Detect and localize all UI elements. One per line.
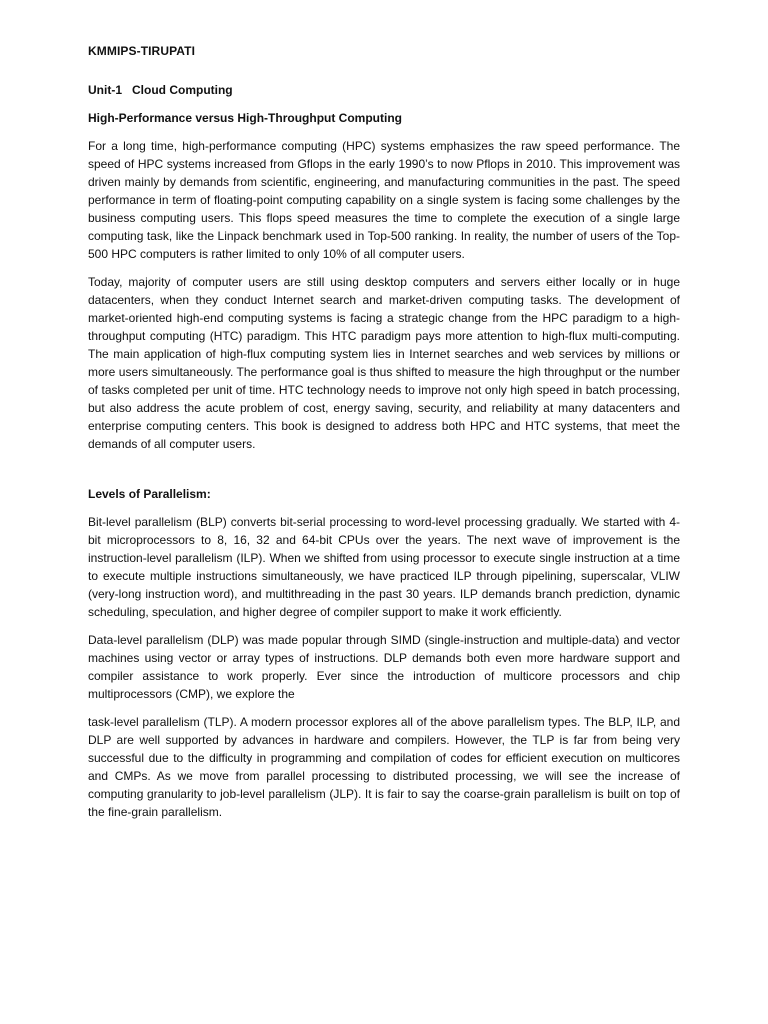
document-header: KMMIPS-TIRUPATI (88, 44, 196, 58)
paragraph-dlp: Data-level parallelism (DLP) was made popular through SIMD (single-instruction and multiple-data) and vector machines using vector or array types of instructions. DLP demands both even more hardware support and compiler assistance to work properly. Ever since the introduction of multicore processors and chip multiprocessors (CMP), we explore the (88, 633, 680, 701)
unit-heading: Unit-1 Cloud Computing (88, 83, 233, 97)
document-body (88, 81, 680, 831)
paragraph-tlp: task-level parallelism (TLP). A modern processor explores all of the above parallelism types. The BLP, ILP, and DLP are well supported by advances in hardware and compilers. However, the TLP is far from being very successful due to the difficulty in programming and compilation of codes for efficient execution on multicores and CMPs. As we move from parallel processing to distributed processing, we will see the increase of computing granularity to job-level parallelism (JLP). It is fair to say the coarse-grain parallelism is built on top of the fine-grain parallelism. (88, 715, 680, 819)
levels-heading: Levels of Parallelism: (88, 487, 211, 501)
paragraph-htc: Today, majority of computer users are still using desktop computers and servers either locally or in huge datacenters, when they conduct Internet search and market-driven computing tasks. The development of market-oriented high-end computing systems is facing a strategic change from the HPC paradigm to a high-throughput computing (HTC) paradigm. This HTC paradigm pays more attention to high-flux multi-computing. The main application of high-flux computing system lies in Internet searches and web services by millions or more users simultaneously. The performance goal is thus shifted to measure the high throughput or the number of tasks completed per unit of time. HTC technology needs to improve not only high speed in batch processing, but also address the acute problem of cost, energy saving, security, and reliability at many datacenters and enterprise computing centers. This book is designed to address both HPC and HTC systems, that meet the demands of all computer users. (88, 275, 680, 451)
section-spacer (88, 463, 680, 485)
paragraph-blp-ilp: Bit-level parallelism (BLP) converts bit-serial processing to word-level processing gradually. We started with 4-bit microprocessors to 8, 16, 32 and 64-bit CPUs over the years. The next wave of improvement is the instruction-level parallelism (ILP). When we shifted from using processor to execute single instruction at a time to execute multiple instructions simultaneously, we have practiced ILP through pipelining, superscalar, VLIW (very-long instruction word), and multithreading in the past 30 years. ILP demands branch prediction, dynamic scheduling, speculation, and higher degree of compiler support to make it work efficiently. (88, 515, 680, 619)
paragraph-hpc: For a long time, high-performance computing (HPC) systems emphasizes the raw speed performance. The speed of HPC systems increased from Gflops in the early 1990’s to now Pflops in 2010. This improvement was driven mainly by demands from scientific, engineering, and manufacturing communities in the past. The speed performance in term of floating-point computing capability on a single system is facing some challenges by the business computing users. This flops speed measures the time to complete the execution of a single large computing task, like the Linpack benchmark used in Top-500 ranking. In reality, the number of users of the Top-500 HPC computers is rather limited to only 10% of all computer users. (88, 139, 680, 261)
section-heading: High-Performance versus High-Throughput Computing (88, 111, 402, 125)
